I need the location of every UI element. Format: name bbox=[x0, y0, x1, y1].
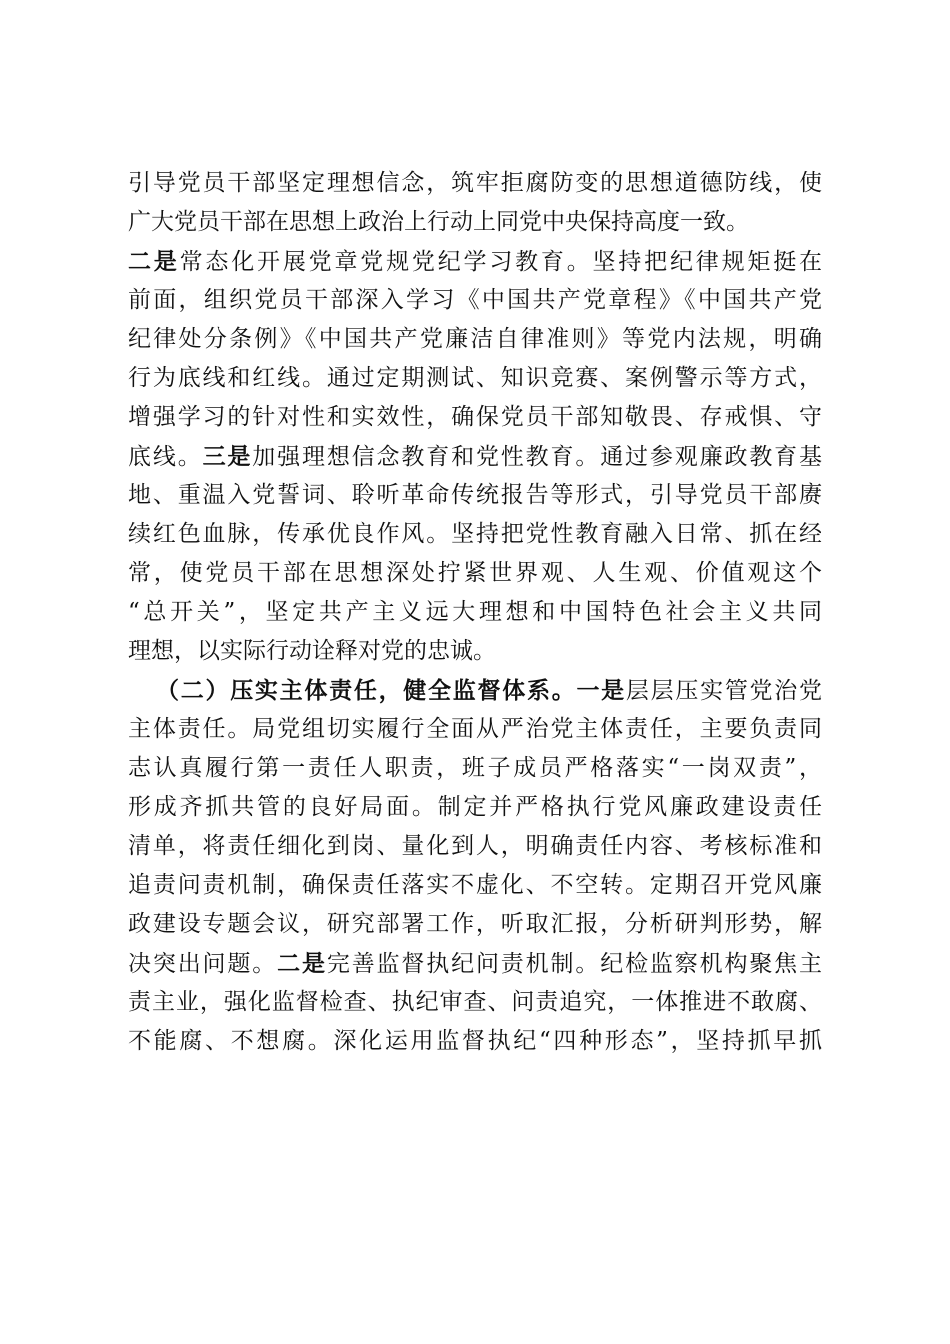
body-text-segment: 底线。 bbox=[128, 444, 203, 470]
body-text-segment: 常，使党员干部在思想深处拧紧世界观、人生观、价值观这个 bbox=[128, 560, 822, 586]
body-text-segment: 志认真履行第一责任人职责，班子成员严格落实“一岗双责”， bbox=[128, 755, 822, 781]
paragraph-line bbox=[128, 827, 822, 866]
paragraph-line bbox=[128, 242, 822, 281]
document-body bbox=[128, 164, 822, 1061]
bold-lead-text: 二是 bbox=[277, 950, 327, 977]
body-text-segment: 广大党员干部在思想上政治上行动上同党中央保持高度一致。 bbox=[128, 209, 749, 235]
paragraph-line bbox=[128, 203, 822, 242]
body-text-segment: 常态化开展党章党规党纪学习教育。坚持把纪律规矩挺在 bbox=[179, 249, 823, 275]
body-text-segment: 层层压实管党治党 bbox=[625, 678, 823, 704]
bold-lead-text: 二是 bbox=[128, 248, 180, 275]
bold-lead-text: 三是 bbox=[202, 443, 253, 470]
paragraph-line bbox=[128, 398, 822, 437]
body-text-segment: 追责问责机制，确保责任落实不虚化、不空转。定期召开党风廉 bbox=[128, 872, 822, 898]
body-text-segment: 主体责任。局党组切实履行全面从严治党主体责任，主要负责同 bbox=[128, 716, 822, 742]
body-text-segment: 行为底线和红线。通过定期测试、知识竞赛、案例警示等方式， bbox=[128, 365, 822, 391]
body-text-segment: 续红色血脉，传承优良作风。坚持把党性教育融入日常、抓在经 bbox=[128, 521, 822, 547]
paragraph-line bbox=[128, 281, 822, 320]
paragraph-line bbox=[128, 983, 822, 1022]
body-text-segment: 清单，将责任细化到岗、量化到人，明确责任内容、考核标准和 bbox=[128, 833, 822, 859]
bold-lead-text: 一是 bbox=[576, 677, 626, 704]
paragraph-line bbox=[128, 632, 822, 671]
body-text-segment: “总开关”，坚定共产主义远大理想和中国特色社会主义共同 bbox=[128, 599, 822, 625]
paragraph-line bbox=[128, 866, 822, 905]
paragraph-line bbox=[128, 710, 822, 749]
body-text-segment: 加强理想信念教育和党性教育。通过参观廉政教育基 bbox=[252, 444, 823, 470]
body-text-segment: 决突出问题。 bbox=[128, 951, 278, 977]
body-text-segment: 政建设专题会议，研究部署工作，听取汇报，分析研判形势，解 bbox=[128, 911, 822, 937]
paragraph-line bbox=[128, 593, 822, 632]
paragraph-line bbox=[128, 905, 822, 944]
body-text-segment: 增强学习的针对性和实效性，确保党员干部知敬畏、存戒惧、守 bbox=[128, 404, 822, 430]
body-text-segment: 纪律处分条例》《中国共产党廉洁自律准则》等党内法规，明确 bbox=[128, 326, 822, 352]
paragraph-line bbox=[128, 476, 822, 515]
body-text-segment: 引导党员干部坚定理想信念，筑牢拒腐防变的思想道德防线，使 bbox=[128, 170, 822, 196]
paragraph-line bbox=[128, 320, 822, 359]
paragraph-line bbox=[128, 1022, 822, 1061]
paragraph-line bbox=[128, 554, 822, 593]
body-text-segment: 不能腐、不想腐。深化运用监督执纪“四种形态”，坚持抓早抓 bbox=[128, 1028, 822, 1054]
paragraph-line bbox=[128, 437, 822, 476]
body-text-segment: 理想，以实际行动诠释对党的忠诚。 bbox=[128, 638, 496, 664]
paragraph-line bbox=[128, 749, 822, 788]
body-text-segment: 形成齐抓共管的良好局面。制定并严格执行党风廉政建设责任 bbox=[128, 794, 822, 820]
paragraph-line bbox=[128, 164, 822, 203]
body-text-segment: 完善监督执纪问责机制。纪检监察机构聚焦主 bbox=[326, 951, 823, 977]
paragraph-line bbox=[128, 359, 822, 398]
body-text-segment: 前面，组织党员干部深入学习《中国共产党章程》《中国共产党 bbox=[128, 287, 822, 313]
body-text-segment: 责主业，强化监督检查、执纪审查、问责追究，一体推进不敢腐、 bbox=[128, 989, 822, 1015]
bold-lead-text: （二）压实主体责任，健全监督体系。 bbox=[156, 677, 577, 704]
body-text-segment: 地、重温入党誓词、聆听革命传统报告等形式，引导党员干部赓 bbox=[128, 482, 822, 508]
paragraph-line bbox=[128, 788, 822, 827]
paragraph-line bbox=[128, 944, 822, 983]
paragraph-line bbox=[128, 515, 822, 554]
section-heading-line bbox=[128, 671, 822, 710]
